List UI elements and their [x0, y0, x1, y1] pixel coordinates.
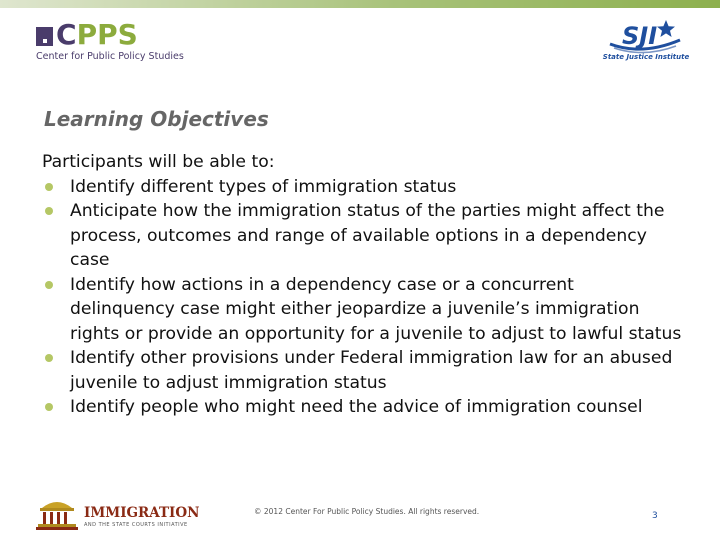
top-accent-bar — [0, 0, 720, 8]
cpps-subtitle: Center for Public Policy Studies — [36, 51, 184, 62]
bullet-dot — [45, 281, 53, 289]
immigration-title: IMMIGRATION — [84, 505, 200, 521]
list-item — [42, 346, 682, 395]
slide-title: Learning Objectives — [44, 107, 269, 131]
immigration-initiative-logo — [34, 494, 200, 534]
immigration-subtitle: AND THE STATE COURTS INITIATIVE — [84, 522, 188, 528]
star-icon — [657, 20, 675, 37]
objectives-list — [42, 175, 682, 420]
page-number: 3 — [652, 511, 658, 521]
list-item — [42, 199, 682, 273]
cpps-square-mark — [36, 27, 53, 46]
bullet-dot — [45, 207, 53, 215]
bullet-text: Identify other provisions under Federal immigration law for an abused juvenile to adjust immigration status — [70, 348, 673, 393]
sji-logo — [596, 18, 696, 64]
cpps-logo — [36, 18, 184, 66]
cpps-wordmark-c: C — [56, 18, 77, 51]
sji-mark — [596, 18, 696, 54]
list-item — [42, 273, 682, 347]
bullet-text: Anticipate how the immigration status of the parties might affect the process, outcomes and range of available options in a dependency case — [70, 201, 665, 270]
cpps-wordmark — [56, 18, 138, 51]
intro-text: Participants will be able to: — [42, 152, 275, 172]
bullet-text: Identify people who might need the advice of immigration counsel — [70, 397, 643, 417]
bullet-dot — [45, 354, 53, 362]
bullet-text: Identify how actions in a dependency case or a concurrent delinquency case might either jeopardize a juvenile’s immigration rights or provide an opportunity for a juvenile to adjust to lawful status — [70, 274, 682, 344]
sji-subtitle: State Justice Institute — [602, 53, 690, 61]
slide-body — [42, 150, 682, 420]
bullet-dot — [45, 403, 53, 411]
list-item — [42, 175, 682, 200]
list-item — [42, 395, 682, 420]
capitol-building-icon — [34, 496, 80, 532]
cpps-wordmark-pps: PPS — [76, 18, 138, 51]
bullet-dot — [45, 183, 53, 191]
copyright-text: © 2012 Center For Public Policy Studies. All rights reserved. — [254, 507, 480, 516]
sji-wordmark: SJI — [622, 22, 658, 50]
bullet-text: Identify different types of immigration status — [70, 176, 457, 197]
